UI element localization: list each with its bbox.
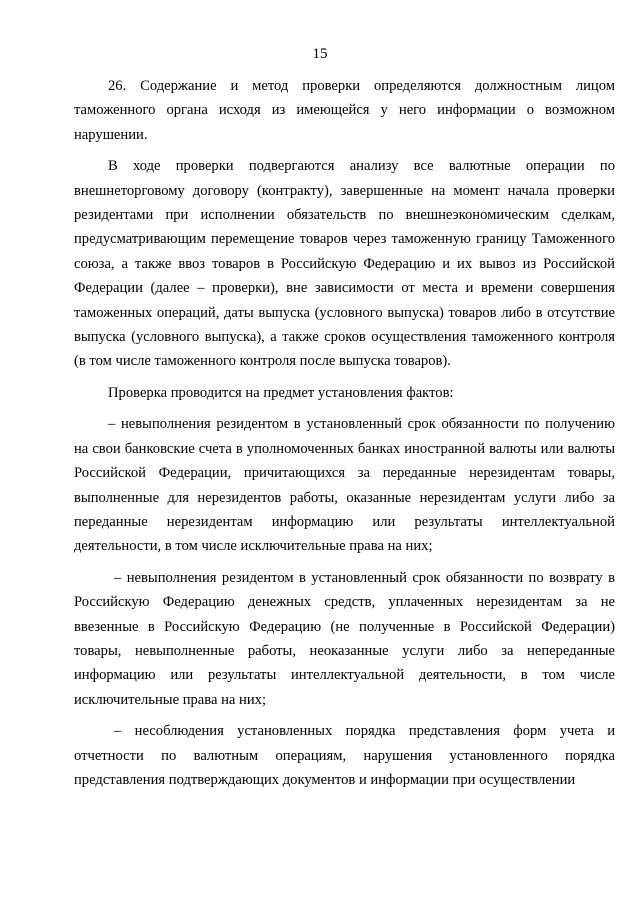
list-item-return-obligation: – невыполнения резидентом в установленный срок обязанности по возврату в Российскую Федерацию денежных средств, уплаченных нерезидентам за не ввезенные в Российскую Федерацию (не полученные в Российской Федерации) товары, невыполненные работы, неоказанные услуги либо за непереданные информацию или результаты интеллектуальной деятельности, в том числе исключительные права на них; [74, 569, 615, 708]
list-item-reporting-violation: – несоблюдения установленных порядка представления форм учета и отчетности по валютным операциям, нарушения установленного порядка представления подтверждающих документов и информации при осуществлении [74, 723, 615, 788]
page-number: 15 [312, 46, 328, 62]
document-body [74, 74, 615, 799]
paragraph-check-purpose: Проверка проводится на предмет установления фактов: [108, 384, 454, 401]
paragraph-26: 26. Содержание и метод проверки определяются должностным лицом таможенного органа исходя из имеющейся у него информации о возможном нарушении. [74, 78, 615, 143]
list-item-receipt-obligation: – невыполнения резидентом в установленный срок обязанности по получению на свои банковские счета в уполномоченных банках иностранной валюты или валюты Российской Федерации, причитающихся за переданные нерезидентам товары, выполненные для нерезидентов работы, оказанные нерезидентам услуги либо за переданные нерезидентам информацию или результаты интеллектуальной деятельности, в том числе исключительные права на них; [74, 416, 615, 555]
paragraph-check-scope: В ходе проверки подвергаются анализу все валютные операции по внешнеторговому договору (контракту), завершенные на момент начала проверки резидентами при исполнении обязательств по внешнеэкономическим сделкам, предусматривающим перемещение товаров через таможенную границу Таможенного союза, а также ввоз товаров в Российскую Федерацию и их вывоз из Российской Федерации (далее – проверки), вне зависимости от места и времени совершения таможенных операций, даты выпуска (условного выпуска) товаров либо в отсутствие выпуска (условного выпуска), а также сроков осуществления таможенного контроля (в том числе таможенного контроля после выпуска товаров). [74, 158, 615, 370]
